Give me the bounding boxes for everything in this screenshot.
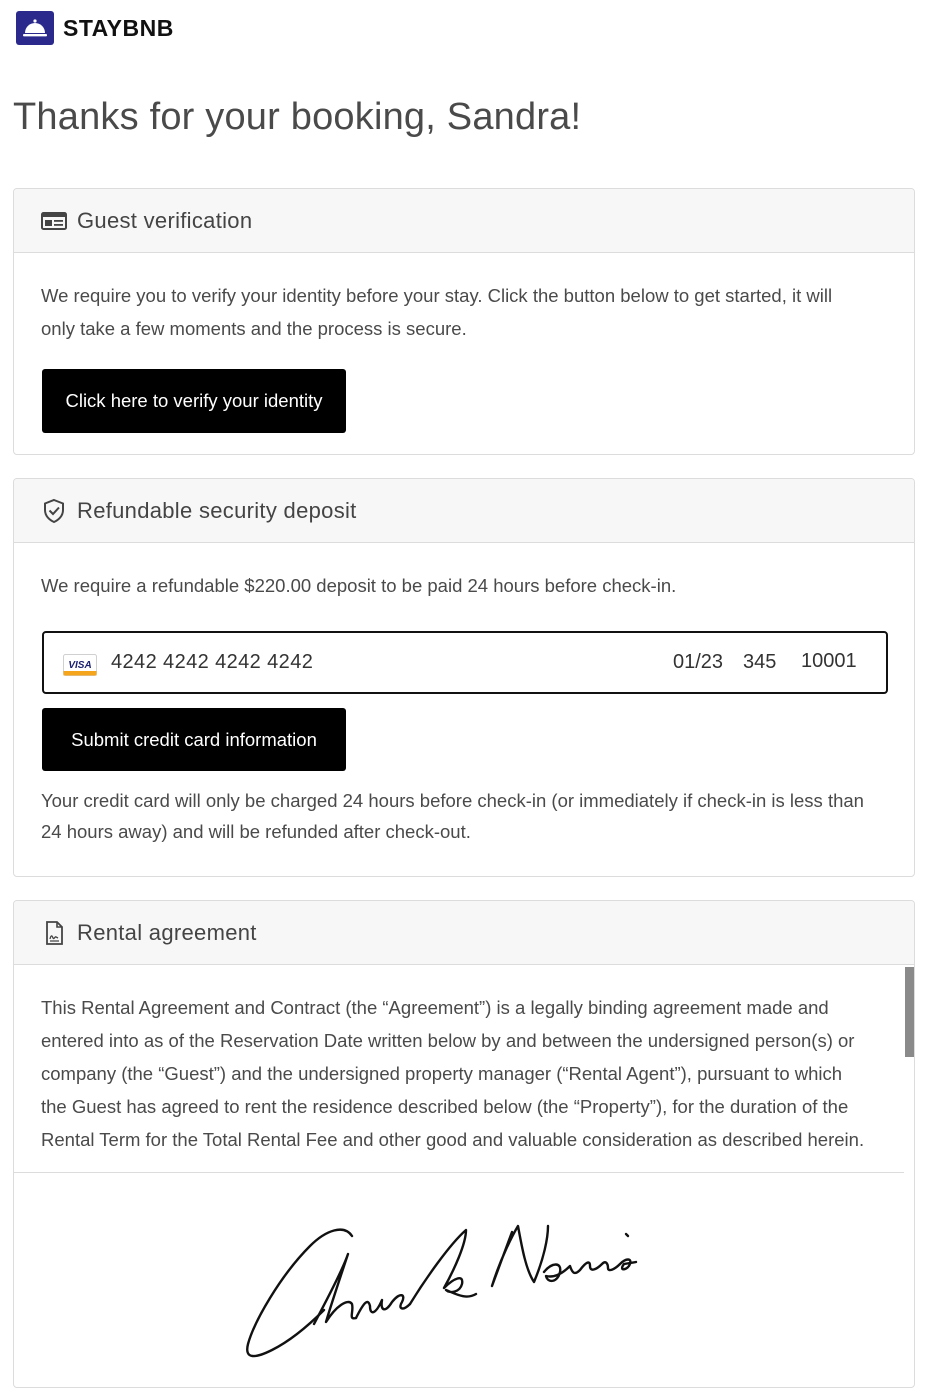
brand-header xyxy=(16,10,174,46)
verification-description: We require you to verify your identity before your stay. Click the button below to get started, it will only take a few moments and the process is secure. xyxy=(41,285,833,339)
signature-image xyxy=(14,1174,914,1388)
submit-credit-card-button[interactable]: Submit credit card information xyxy=(42,708,346,771)
card-header xyxy=(14,189,914,253)
card-header xyxy=(14,901,914,965)
shield-check-icon xyxy=(41,498,67,524)
svg-text:VISA: VISA xyxy=(68,660,92,671)
service-bell-icon xyxy=(16,11,54,45)
id-card-icon xyxy=(41,208,67,234)
verify-identity-button[interactable]: Click here to verify your identity xyxy=(42,369,346,433)
credit-card-input[interactable] xyxy=(42,631,888,694)
guest-verification-card xyxy=(13,188,915,455)
card-expiry-field[interactable]: 01/23 xyxy=(673,651,724,673)
agreement-text-scroll-area[interactable] xyxy=(14,965,914,1173)
security-deposit-heading: Refundable security deposit xyxy=(77,497,357,523)
card-number-field[interactable]: 4242 4242 4242 4242 xyxy=(111,651,314,673)
security-deposit-card xyxy=(13,478,915,877)
card-header xyxy=(14,479,914,543)
brand-name: STAYBNB xyxy=(63,14,174,41)
page-title: Thanks for your booking, Sandra! xyxy=(13,96,582,138)
card-cvc-field[interactable]: 345 xyxy=(743,651,777,673)
rental-agreement-card xyxy=(13,900,915,1388)
scrollbar[interactable] xyxy=(904,965,914,1173)
signature-pad[interactable] xyxy=(14,1174,914,1388)
document-signature-icon xyxy=(41,920,67,946)
charge-note: Your credit card will only be charged 24 hours before check-in (or immediately if check-in is less than 24 hours away) and will be refunded after check-out. xyxy=(41,790,864,842)
card-zip-field[interactable]: 10001 xyxy=(801,650,857,672)
scrollbar-thumb[interactable] xyxy=(905,967,914,1057)
guest-verification-heading: Guest verification xyxy=(77,207,253,233)
deposit-description: We require a refundable $220.00 deposit to be paid 24 hours before check-in. xyxy=(41,575,677,596)
visa-icon xyxy=(63,654,97,676)
rental-agreement-heading: Rental agreement xyxy=(77,919,257,945)
agreement-text: This Rental Agreement and Contract (the “Agreement”) is a legally binding agreement made and entered into as of the Reservation Date written below by and between the undersigned person(s) or company (the “Guest”) and the undersigned property manager (“Rental Agent”), pursuant to which the Guest has agreed to rent the residence described below (the “Property”), for the duration of the Rental Term for the Total Rental Fee and other good and valuable consideration as described herein. xyxy=(41,997,865,1150)
